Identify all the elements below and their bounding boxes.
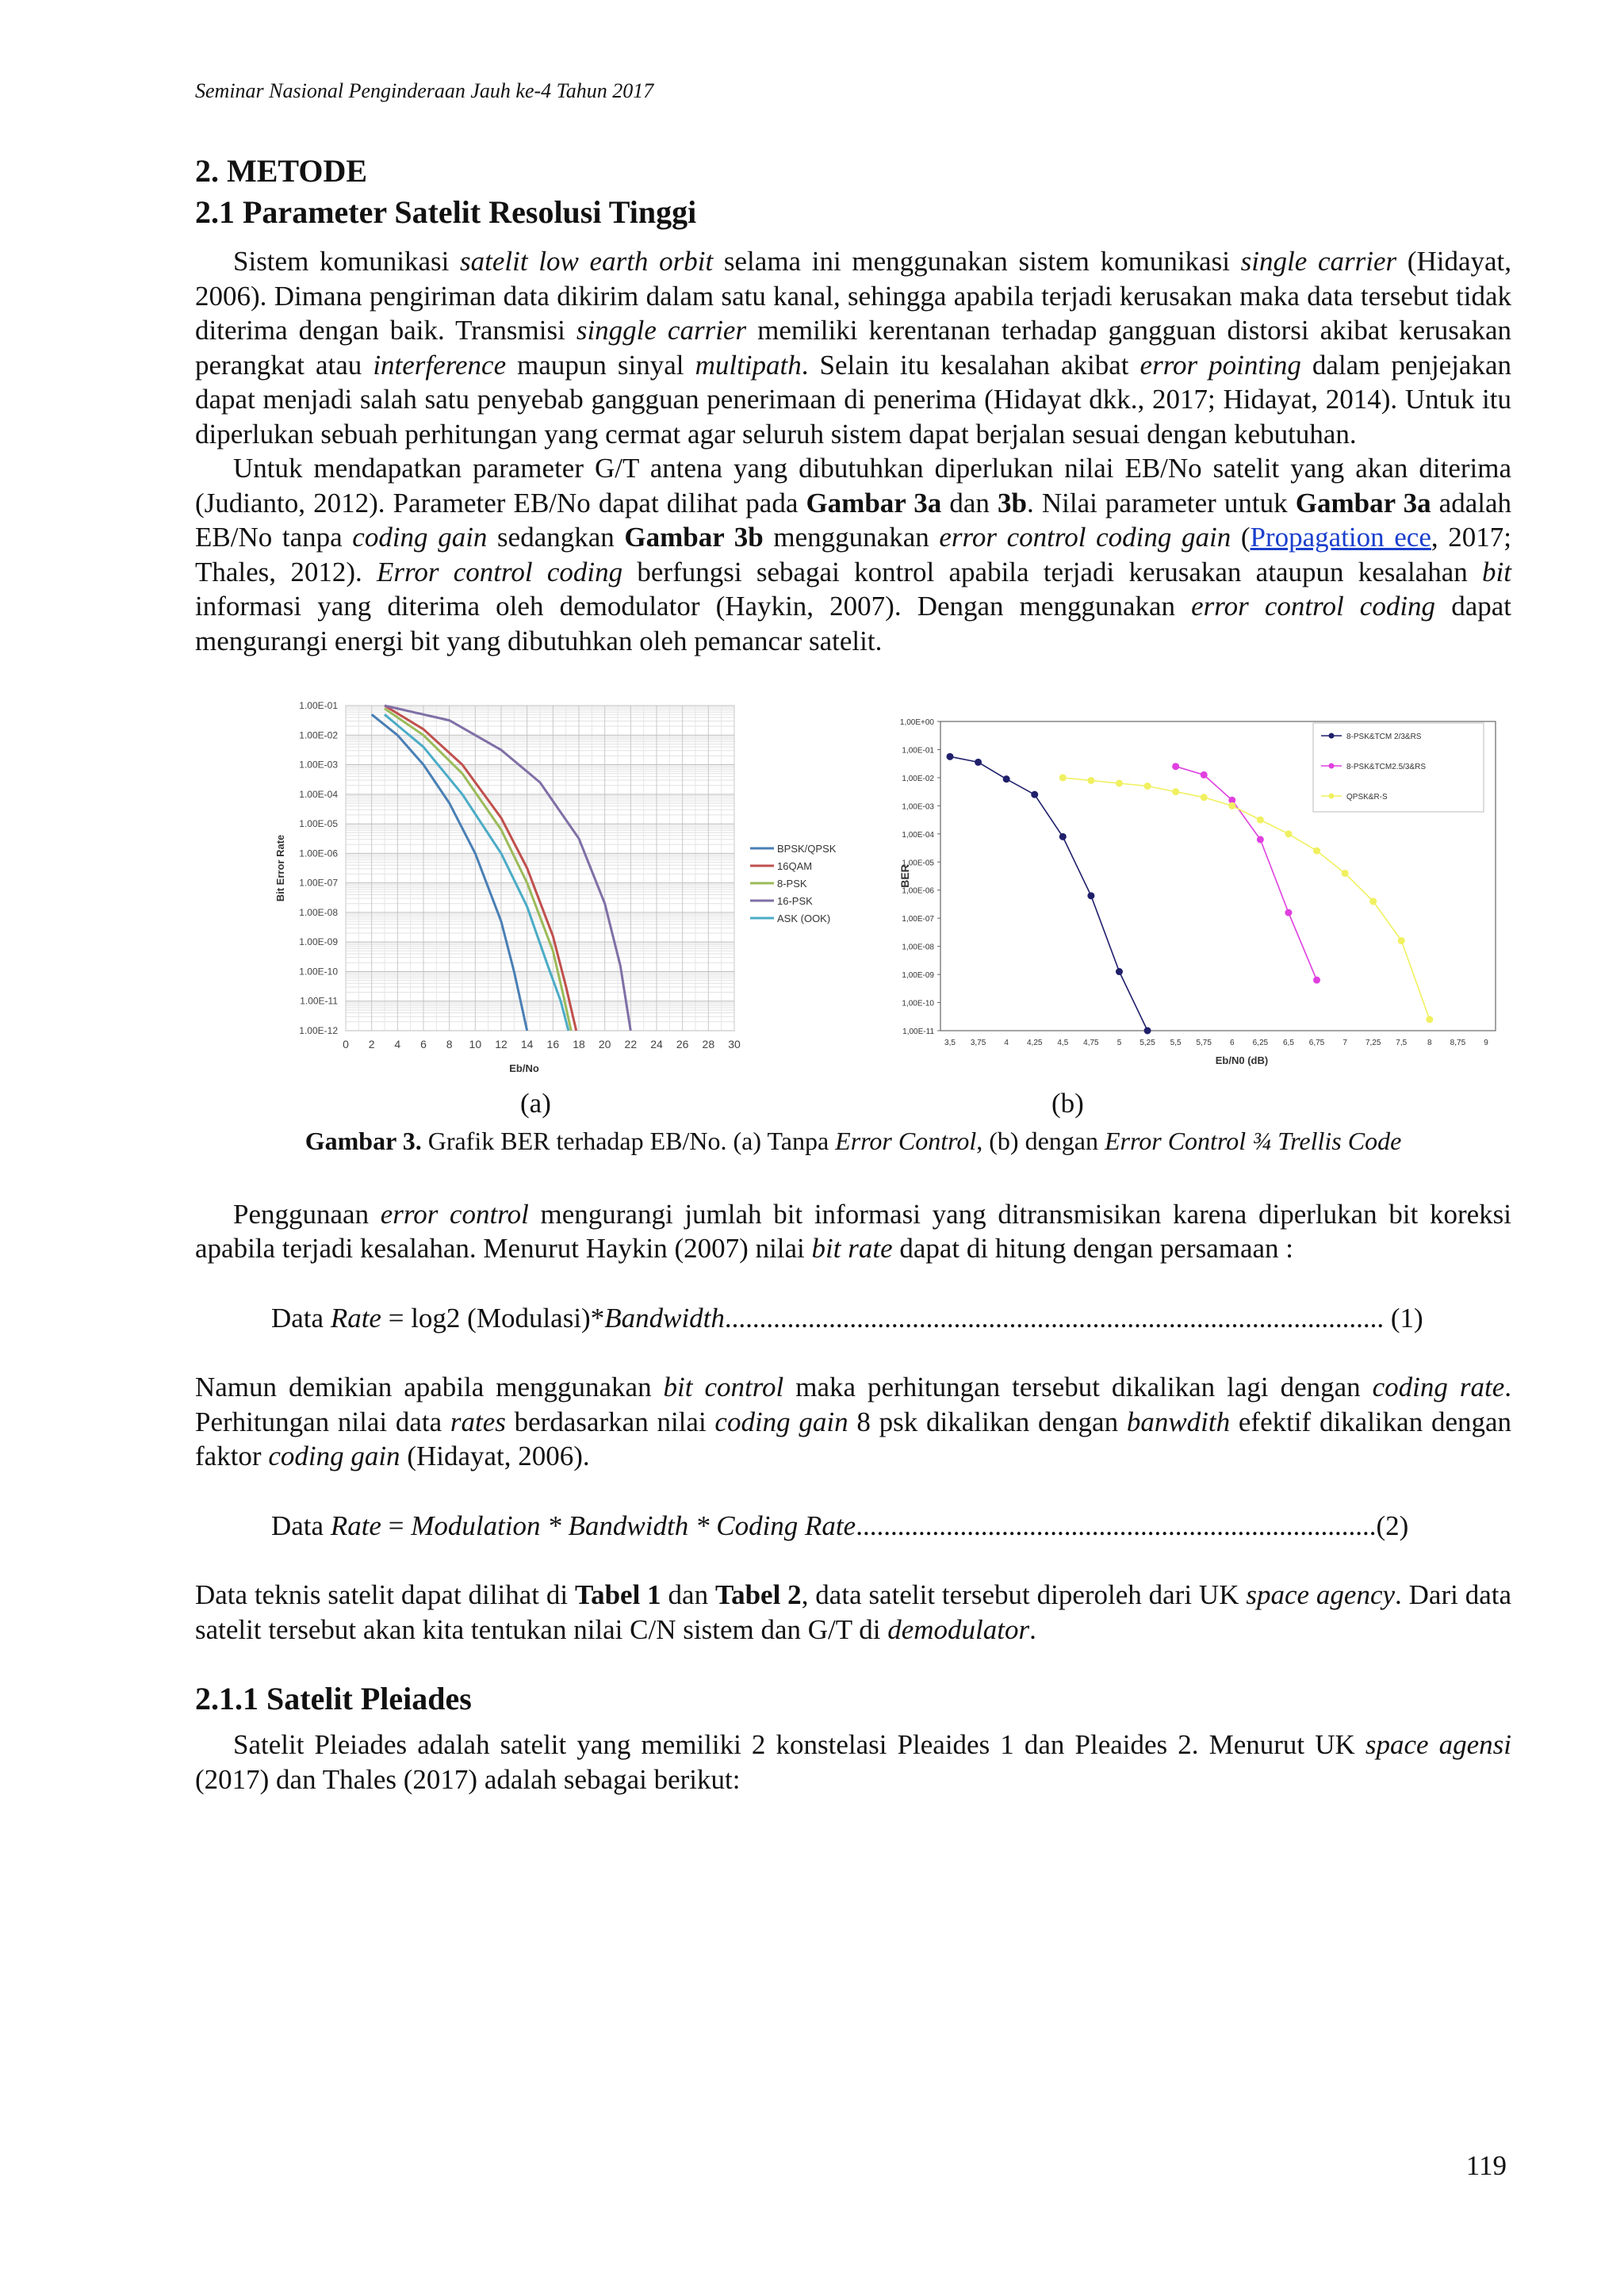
y-tick-label: 1.00E-01 <box>299 700 338 711</box>
x-tick-label: 5 <box>1116 1039 1122 1047</box>
paragraph-6: Satelit Pleiades adalah satelit yang memiliki 2 konstelasi Pleaides 1 dan Pleaides 2. Menurut UK space agensi (2017) dan Thales (2017) adalah sebagai berikut: <box>195 1729 1511 1795</box>
paragraph-4: Namun demikian apabila menggunakan bit control maka perhitungan tersebut dikalikan lagi dengan coding rate. Perhitungan nilai data rates berdasarkan nilai coding gain 8 psk dikalikan dengan banwdith efektif dikalikan dengan faktor coding gain (Hidayat, 2006). <box>195 1372 1512 1471</box>
y-tick-label: 1,00E-07 <box>902 915 934 924</box>
paragraph-3: Penggunaan error control mengurangi jumlah bit informasi yang ditransmisikan karena diperlukan bit koreksi apabila terjadi kesalahan. Menurut Haykin (2007) nilai bit rate dapat di hitung dengan persamaan : <box>195 1198 1511 1264</box>
legend-label: BPSK/QPSK <box>777 843 837 855</box>
y-tick-label: 1.00E-08 <box>299 906 338 918</box>
section-title: 2. METODE <box>195 153 368 189</box>
x-tick-label: 6 <box>1230 1039 1235 1047</box>
x-axis-label: Eb/No <box>509 1062 539 1074</box>
equation-2: Data Rate = Modulation * Bandwidth * Coding Rate...........................................................................(2) <box>271 1510 1409 1541</box>
figure-caption: Gambar 3. Grafik BER terhadap EB/No. (a) Tanpa Error Control, (b) dengan Error Control ¾ Trellis Code <box>304 1127 1402 1155</box>
x-tick-label: 10 <box>469 1038 482 1050</box>
data-point <box>1313 848 1320 855</box>
x-tick-label: 5,75 <box>1196 1039 1212 1047</box>
y-tick-label: 1,00E-02 <box>902 774 934 783</box>
data-point <box>1201 771 1208 779</box>
y-tick-label: 1,00E-10 <box>902 999 934 1008</box>
y-tick-label: 1,00E-04 <box>902 830 934 840</box>
data-point <box>1059 774 1067 781</box>
y-tick-label: 1.00E-12 <box>299 1025 338 1036</box>
x-tick-label: 4,5 <box>1057 1039 1069 1047</box>
data-point <box>1426 1016 1433 1023</box>
x-tick-label: 8 <box>446 1038 453 1050</box>
data-point <box>1398 937 1405 944</box>
x-tick-label: 7 <box>1342 1039 1347 1047</box>
y-tick-label: 1.00E-04 <box>299 788 338 800</box>
x-tick-label: 26 <box>676 1038 689 1050</box>
y-tick-label: 1.00E-05 <box>299 818 338 830</box>
legend-label: 8-PSK&TCM 2/3&RS <box>1346 733 1422 741</box>
page-number: 119 <box>1465 2150 1507 2181</box>
legend-label: ASK (OOK) <box>777 913 831 924</box>
x-tick-label: 3,75 <box>970 1039 986 1047</box>
legend-marker <box>1329 763 1335 769</box>
page-content <box>195 151 1511 1797</box>
x-tick-label: 0 <box>343 1038 349 1050</box>
paragraph-2: Untuk mendapatkan parameter G/T antena yang dibutuhkan diperlukan nilai EB/No satelit yang akan diterima (Judianto, 2012). Parameter EB/No dapat dilihat pada Gambar 3a dan 3b. Nilai parameter untuk Gambar 3a adalah EB/No tanpa coding gain sedangkan Gambar 3b menggunakan error control coding gain (Propagation ece, 2017; Thales, 2012). Error control coding berfungsi sebagai kontrol apabila terjadi kerusakan ataupun kesalahan bit informasi yang diterima oleh demodulator (Haykin, 2007). Dengan menggunakan error control coding dapat mengurangi energi bit yang dibutuhkan oleh pemancar satelit. <box>195 453 1512 656</box>
x-tick-label: 18 <box>573 1038 585 1050</box>
legend-label: 16-PSK <box>777 895 813 907</box>
x-tick-label: 4,25 <box>1027 1039 1043 1047</box>
x-tick-label: 4 <box>394 1038 401 1050</box>
data-point <box>1172 788 1179 795</box>
y-tick-label: 1.00E-09 <box>299 936 338 948</box>
subsubsection-title: 2.1.1 Satelit Pleiades <box>195 1681 472 1716</box>
data-point <box>947 753 954 760</box>
data-point <box>1144 1027 1151 1035</box>
legend-label: 16QAM <box>777 860 813 872</box>
data-point <box>1201 794 1208 801</box>
x-tick-label: 6,5 <box>1282 1039 1294 1047</box>
x-tick-label: 8 <box>1427 1039 1432 1047</box>
x-tick-label: 20 <box>598 1038 611 1050</box>
data-point <box>1342 870 1349 877</box>
data-point <box>1172 763 1179 770</box>
x-tick-label: 3,5 <box>944 1039 956 1047</box>
x-tick-label: 14 <box>520 1038 534 1050</box>
x-tick-label: 5,5 <box>1170 1039 1182 1047</box>
y-tick-label: 1,00E-08 <box>902 943 934 952</box>
chart-b <box>869 690 1511 1086</box>
data-point <box>1003 775 1010 783</box>
x-tick-label: 9 <box>1484 1039 1488 1047</box>
figure-label-b: (b) <box>1051 1088 1084 1119</box>
data-point <box>1116 968 1123 975</box>
x-tick-label: 16 <box>546 1038 560 1050</box>
x-tick-label: 12 <box>495 1038 508 1050</box>
y-tick-label: 1,00E-01 <box>902 746 934 756</box>
y-tick-label: 1.00E-02 <box>299 729 338 741</box>
y-axis-label: BER <box>898 864 911 888</box>
legend-marker <box>1329 794 1335 799</box>
x-tick-label: 5,25 <box>1139 1039 1155 1047</box>
y-tick-label: 1,00E-11 <box>902 1027 934 1036</box>
x-tick-label: 28 <box>702 1038 715 1050</box>
x-tick-label: 4 <box>1004 1039 1009 1047</box>
y-tick-label: 1,00E+00 <box>899 718 934 727</box>
x-tick-label: 6 <box>420 1038 427 1050</box>
data-point <box>975 759 982 766</box>
data-point <box>1144 783 1151 790</box>
y-tick-label: 1,00E-03 <box>902 802 934 812</box>
x-tick-label: 6,25 <box>1252 1039 1269 1047</box>
y-tick-label: 1,00E-05 <box>902 859 934 868</box>
data-point <box>1059 833 1067 840</box>
running-header: Seminar Nasional Penginderaan Jauh ke-4 Tahun 2017 <box>195 79 654 102</box>
x-tick-label: 7,5 <box>1396 1039 1408 1047</box>
data-point <box>1031 791 1038 798</box>
subsection-title: 2.1 Parameter Satelit Resolusi Tinggi <box>195 194 697 230</box>
data-point <box>1257 836 1264 843</box>
x-tick-label: 24 <box>650 1038 663 1050</box>
citation-link[interactable]: Propagation ece <box>1250 522 1431 553</box>
data-point <box>1369 897 1377 905</box>
data-point <box>1228 802 1235 809</box>
data-point <box>1313 977 1320 984</box>
x-tick-label: 22 <box>624 1038 638 1050</box>
data-point <box>1087 892 1094 899</box>
x-tick-label: 8,75 <box>1450 1039 1466 1047</box>
equation-1: Data Rate = log2 (Modulasi)*Bandwidth............................................................................................... (1) <box>271 1302 1423 1334</box>
x-axis-label: Eb/N0 (dB) <box>1215 1054 1269 1066</box>
legend-label: 8-PSK&TCM2.5/3&RS <box>1346 763 1427 771</box>
figure-3 <box>195 690 1511 1118</box>
x-tick-label: 4,75 <box>1083 1039 1099 1047</box>
figure-label-a: (a) <box>520 1088 551 1119</box>
legend-label: QPSK&R-S <box>1346 793 1388 802</box>
x-tick-label: 2 <box>368 1038 375 1050</box>
data-point <box>1285 830 1292 837</box>
chart-a <box>266 690 933 1086</box>
legend-label: 8-PSK <box>777 878 807 890</box>
y-tick-label: 1.00E-07 <box>299 877 338 889</box>
y-tick-label: 1,00E-09 <box>902 971 934 981</box>
x-tick-label: 7,25 <box>1365 1039 1381 1047</box>
data-point <box>1116 780 1123 787</box>
data-point <box>1285 909 1292 916</box>
x-tick-label: 30 <box>728 1038 741 1050</box>
paragraph-5: Data teknis satelit dapat dilihat di Tabel 1 dan Tabel 2, data satelit tersebut diperoleh dari UK space agency. Dari data satelit tersebut akan kita tentukan nilai C/N sistem dan G/T di demodulator. <box>195 1579 1512 1645</box>
y-tick-label: 1.00E-06 <box>299 848 338 859</box>
y-tick-label: 1.00E-10 <box>299 966 338 978</box>
data-point <box>1087 777 1094 784</box>
data-point <box>1257 817 1264 824</box>
x-tick-label: 6,75 <box>1308 1039 1325 1047</box>
paragraph-1: Sistem komunikasi satelit low earth orbit selama ini menggunakan sistem komunikasi single carrier (Hidayat, 2006). Dimana pengiriman data dikirim dalam satu kanal, sehingga apabila terjadi kerusakan maka data tersebut tidak diterima dengan baik. Transmisi singgle carrier memiliki kerentanan terhadap gangguan distorsi akibat kerusakan perangkat atau interference maupun sinyal multipath. Selain itu kesalahan akibat error pointing dalam penjejakan dapat menjadi salah satu penyebab gangguan penerimaan di penerima (Hidayat dkk., 2017; Hidayat, 2014). Untuk itu diperlukan sebuah perhitungan yang cermat agar seluruh sistem dapat berjalan sesuai dengan kebutuhan. <box>195 246 1512 450</box>
y-tick-label: 1.00E-03 <box>299 759 338 771</box>
y-tick-label: 1,00E-06 <box>902 886 934 896</box>
legend-marker <box>1329 733 1335 739</box>
y-tick-label: 1.00E-11 <box>300 995 338 1007</box>
y-axis-label: Bit Error Rate <box>274 834 286 902</box>
